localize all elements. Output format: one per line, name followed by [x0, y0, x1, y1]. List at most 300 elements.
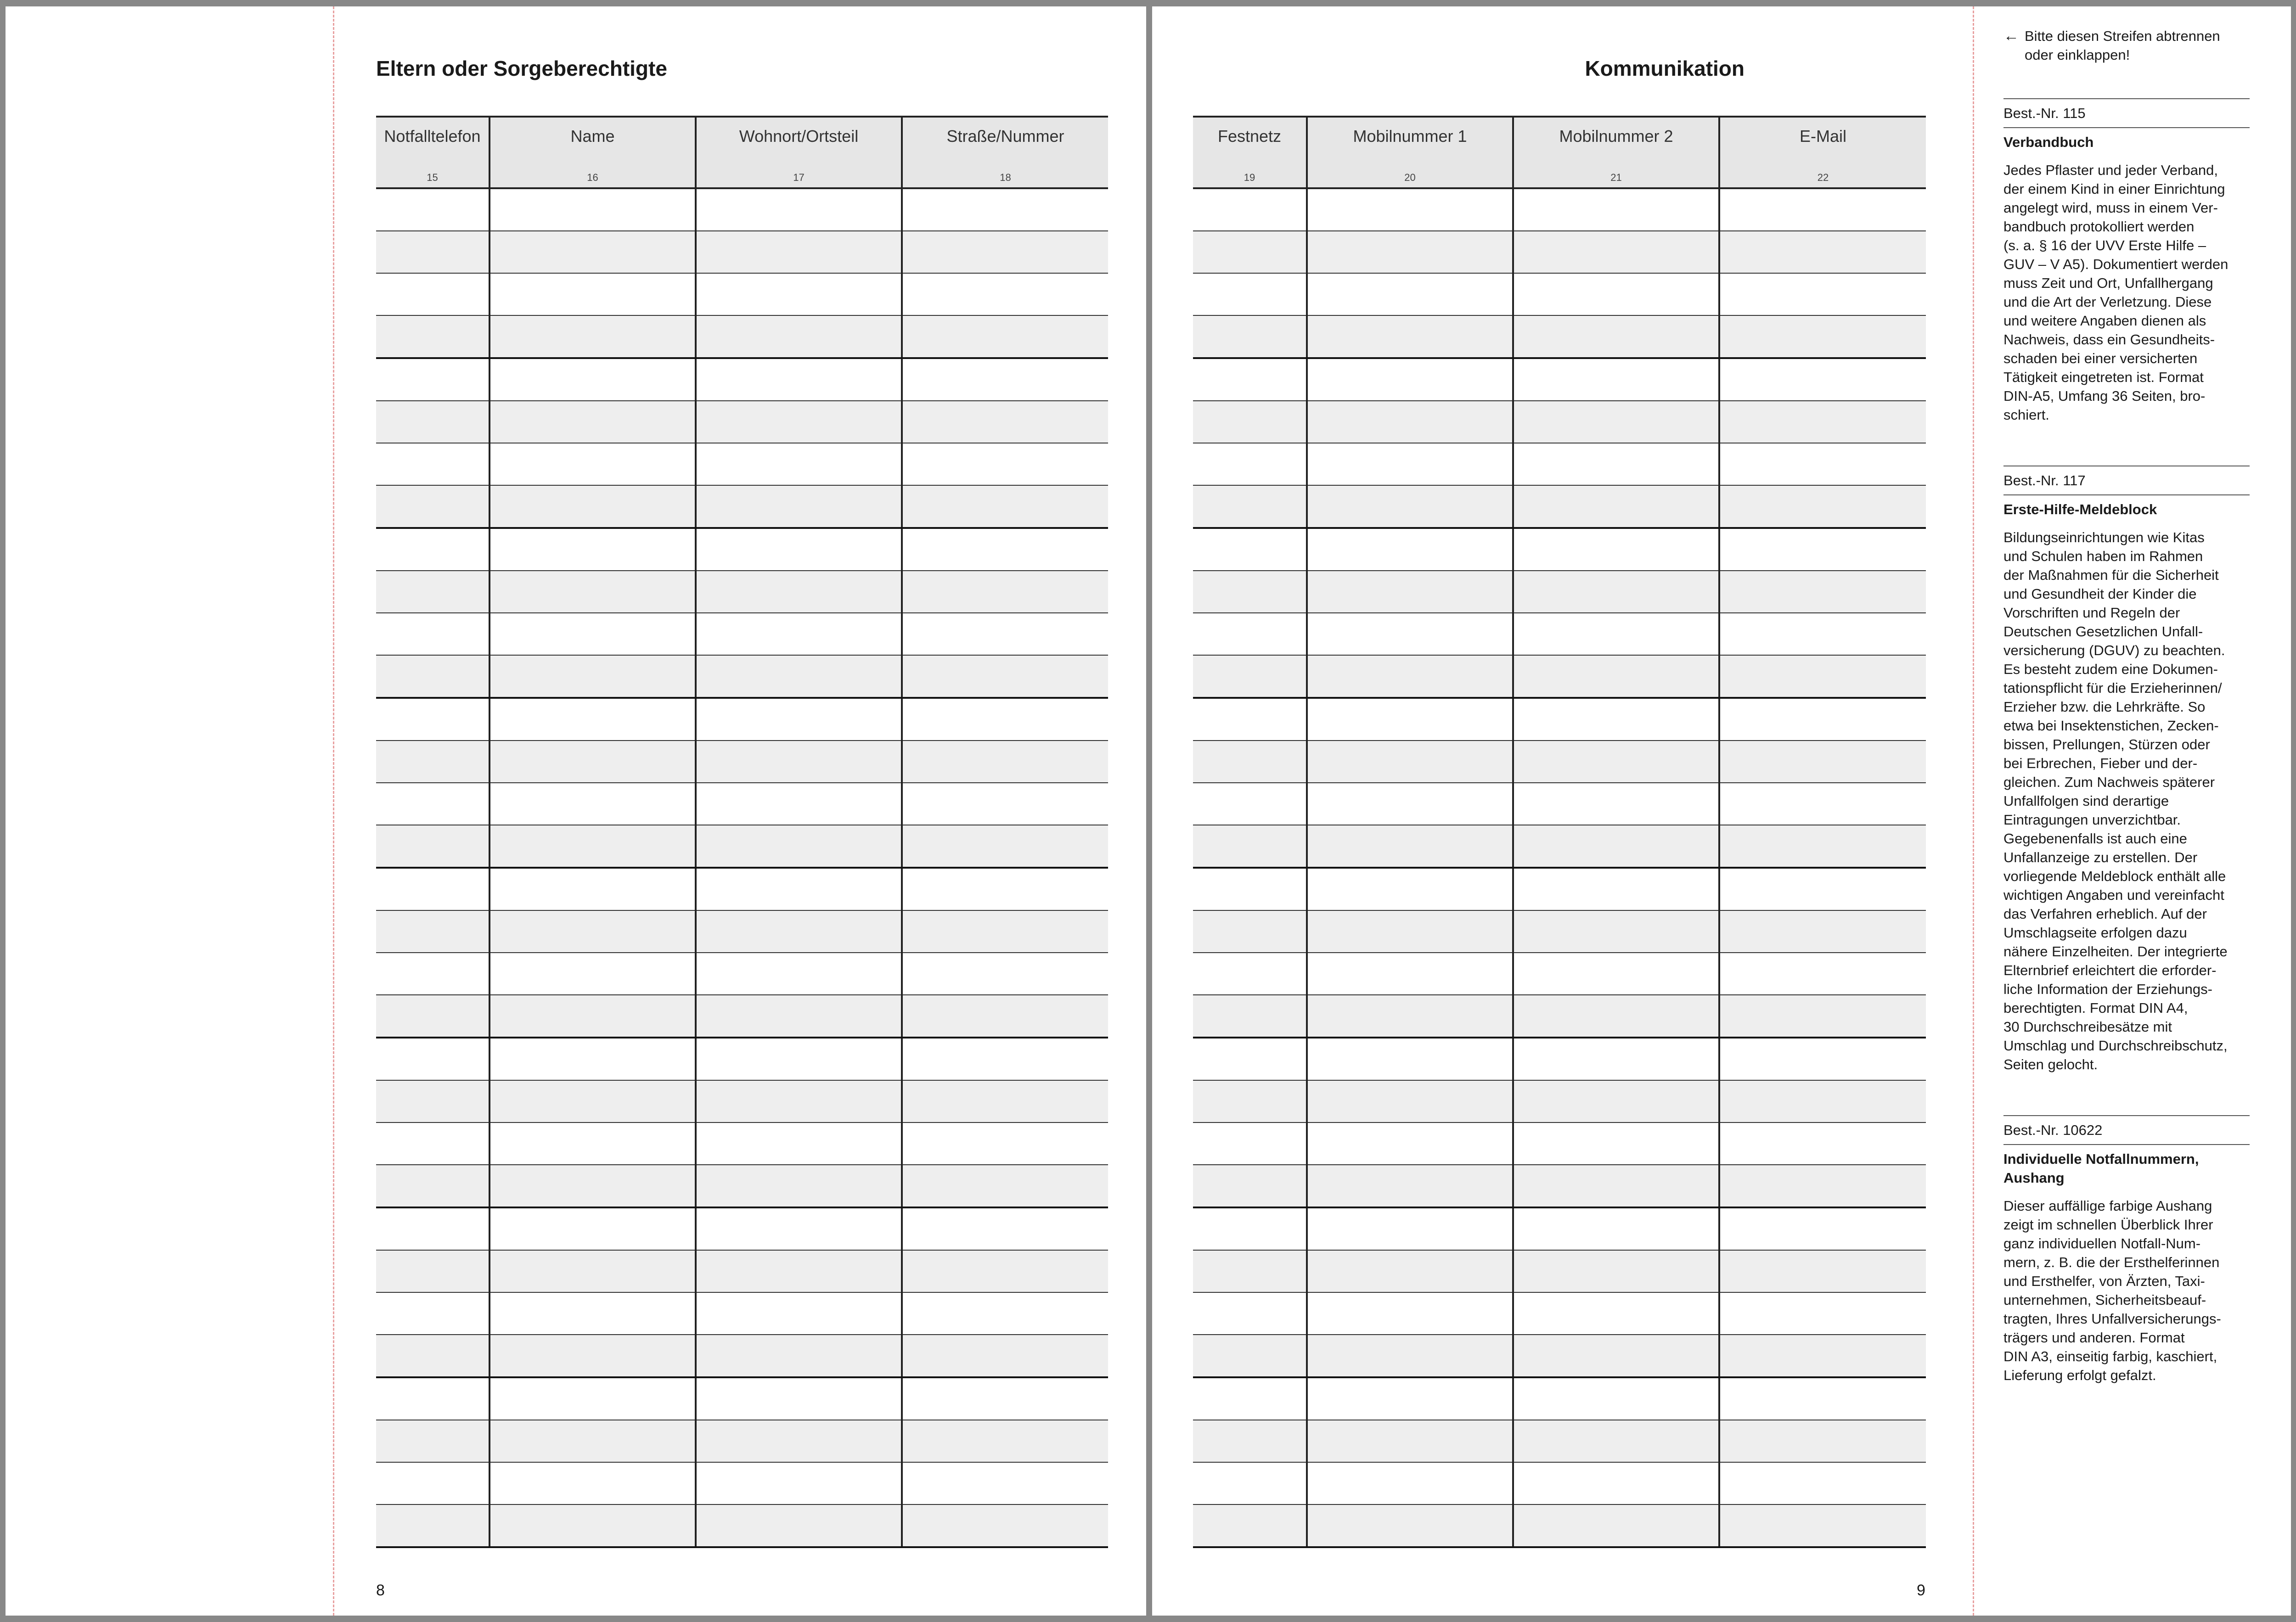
table-row [376, 443, 1108, 485]
table-cell [1719, 1462, 1926, 1504]
fold-line [1973, 6, 1974, 1616]
table-cell [902, 1165, 1108, 1207]
table-cell [1513, 1504, 1719, 1547]
table-cell [1513, 571, 1719, 613]
table-cell [376, 1335, 490, 1377]
column-header-strasse [902, 117, 1108, 188]
table-cell [902, 868, 1108, 910]
table-cell [1307, 528, 1513, 571]
table-cell [696, 1335, 902, 1377]
table-cell [1513, 1420, 1719, 1462]
table-cell [1513, 741, 1719, 783]
product-10622 [2003, 1115, 2250, 1385]
table-cell [1513, 1335, 1719, 1377]
table-cell [902, 1122, 1108, 1165]
table-cell [490, 1122, 696, 1165]
table-cell [376, 571, 490, 613]
table-row [376, 1292, 1108, 1335]
table-cell [1513, 1462, 1719, 1504]
table-cell [490, 1504, 696, 1547]
table-row [1193, 1038, 1926, 1080]
table-cell [490, 273, 696, 315]
table-cell [376, 528, 490, 571]
table-cell [376, 1038, 490, 1080]
table-row [376, 1462, 1108, 1504]
table-cell [376, 1080, 490, 1122]
table-cell [490, 1420, 696, 1462]
product-description: Dieser auffällige farbige Aushang zeigt im schnellen Überblick Ihrer ganz individuellen Notfall-Num- mern, z. B. die der Ersthelferinnen und Ersthelfer, von Ärzten, Taxi- unternehmen, Sicherheitsbeauf- tragten, Ihres Unfallversicherungs- trägers und anderen. Format DIN A3, einseitig farbig, kaschiert, Lieferung erfolgt gefalzt. [2003, 1198, 2221, 1383]
table-cell [902, 1420, 1108, 1462]
table-cell [1193, 995, 1307, 1038]
table-cell [1193, 188, 1307, 231]
table-cell [490, 1377, 696, 1420]
table-cell [1307, 825, 1513, 868]
table-cell [1193, 655, 1307, 698]
table-cell [1513, 315, 1719, 358]
table-cell [1193, 1250, 1307, 1292]
table-row [376, 358, 1108, 401]
table-cell [1193, 698, 1307, 741]
table-cell [1307, 741, 1513, 783]
table-cell [1719, 231, 1926, 273]
table-cell [902, 655, 1108, 698]
table-cell [902, 613, 1108, 655]
table-cell [376, 1504, 490, 1547]
table-cell [902, 1038, 1108, 1080]
table-cell [1193, 401, 1307, 443]
table-cell [376, 1165, 490, 1207]
table-row [1193, 953, 1926, 995]
table-cell [376, 655, 490, 698]
table-cell [1513, 1377, 1719, 1420]
table-cell [1307, 1462, 1513, 1504]
table-cell [1719, 783, 1926, 825]
table-row [1193, 1504, 1926, 1547]
table-cell [490, 783, 696, 825]
table-cell [902, 231, 1108, 273]
table-cell [1719, 1335, 1926, 1377]
table-row [376, 528, 1108, 571]
table-cell [696, 1250, 902, 1292]
table-cell [490, 1080, 696, 1122]
table-cell [902, 910, 1108, 953]
table-row [376, 1504, 1108, 1547]
table-cell [696, 1462, 902, 1504]
table-cell [490, 655, 696, 698]
table-cell [1193, 613, 1307, 655]
table-body [376, 188, 1108, 1547]
table-cell [1513, 485, 1719, 528]
column-number: 19 [1244, 172, 1255, 183]
table-cell [490, 1292, 696, 1335]
table-cell [902, 1504, 1108, 1547]
table-cell [490, 485, 696, 528]
table-cell [1307, 783, 1513, 825]
table-cell [1307, 1250, 1513, 1292]
table-cell [696, 825, 902, 868]
table-cell [696, 1504, 902, 1547]
table-cell [490, 443, 696, 485]
table-cell [1307, 485, 1513, 528]
table-cell [1307, 315, 1513, 358]
table-body [1193, 188, 1926, 1547]
table-row [1193, 273, 1926, 315]
table-cell [1193, 1207, 1307, 1250]
table-cell [902, 315, 1108, 358]
table-cell [1307, 910, 1513, 953]
table-cell [1307, 571, 1513, 613]
page-title: Eltern oder Sorgeberechtigte [376, 56, 667, 80]
table-cell [696, 1292, 902, 1335]
page-number: 9 [1917, 1582, 1925, 1599]
table-row [1193, 825, 1926, 868]
table-cell [376, 1462, 490, 1504]
table-cell [1719, 995, 1926, 1038]
table-cell [1307, 1207, 1513, 1250]
table-cell [902, 401, 1108, 443]
table-cell [1719, 655, 1926, 698]
table-cell [490, 868, 696, 910]
table-cell [1719, 825, 1926, 868]
table-cell [376, 1292, 490, 1335]
table-cell [376, 1207, 490, 1250]
table-cell [1193, 231, 1307, 273]
table-cell [1513, 783, 1719, 825]
table-cell [1193, 273, 1307, 315]
table-cell [490, 401, 696, 443]
table-cell [376, 231, 490, 273]
table-cell [1513, 613, 1719, 655]
table-cell [696, 1080, 902, 1122]
table-row [1193, 868, 1926, 910]
table-cell [376, 953, 490, 995]
table-row [376, 910, 1108, 953]
table-cell [1719, 741, 1926, 783]
column-number: 20 [1404, 172, 1416, 183]
column-label: Mobilnummer 2 [1559, 127, 1673, 146]
table-row [376, 1122, 1108, 1165]
table-row [1193, 358, 1926, 401]
table-cell [1193, 1080, 1307, 1122]
table-cell [1193, 783, 1307, 825]
header-row [1193, 117, 1926, 188]
table-row [1193, 1420, 1926, 1462]
table-cell [1513, 868, 1719, 910]
table-cell [1307, 1335, 1513, 1377]
table-cell [1513, 401, 1719, 443]
table-cell [1513, 231, 1719, 273]
table-cell [1307, 995, 1513, 1038]
table-row [376, 1420, 1108, 1462]
table-row [1193, 188, 1926, 231]
table-row [376, 741, 1108, 783]
page-number: 8 [376, 1582, 385, 1599]
column-label: Straße/Nummer [946, 127, 1064, 146]
table-cell [490, 953, 696, 995]
table-cell [1307, 655, 1513, 698]
table-cell [1307, 1420, 1513, 1462]
table-row [376, 995, 1108, 1038]
table-row [376, 1250, 1108, 1292]
table-cell [1513, 1207, 1719, 1250]
table-cell [1719, 698, 1926, 741]
table-row [376, 1335, 1108, 1377]
table-row [376, 613, 1108, 655]
table-row [1193, 1250, 1926, 1292]
table-cell [376, 698, 490, 741]
column-label: Mobilnummer 1 [1353, 127, 1467, 146]
table-row [1193, 485, 1926, 528]
table-cell [1513, 358, 1719, 401]
table-cell [1307, 1122, 1513, 1165]
table-cell [376, 485, 490, 528]
table-cell [1719, 358, 1926, 401]
table-row [376, 868, 1108, 910]
column-number: 16 [587, 172, 598, 183]
table-cell [376, 1420, 490, 1462]
table-cell [1193, 485, 1307, 528]
table-row [1193, 231, 1926, 273]
column-label: Wohnort/Ortsteil [739, 127, 859, 146]
table-row [1193, 783, 1926, 825]
table-cell [902, 1377, 1108, 1420]
column-label: Name [570, 127, 615, 146]
table-cell [902, 783, 1108, 825]
table-cell [696, 315, 902, 358]
table-cell [376, 315, 490, 358]
table-cell [902, 443, 1108, 485]
product-title: Verbandbuch [2003, 134, 2094, 150]
page-title: Kommunikation [1585, 56, 1745, 80]
table-cell [376, 783, 490, 825]
communication-table [1193, 116, 1926, 1548]
table-cell [1193, 910, 1307, 953]
table-cell [490, 188, 696, 231]
table-row [1193, 443, 1926, 485]
table-cell [1719, 1504, 1926, 1547]
table-cell [902, 571, 1108, 613]
table-cell [696, 741, 902, 783]
table-cell [1513, 655, 1719, 698]
table-cell [1307, 1377, 1513, 1420]
table-cell [1307, 698, 1513, 741]
table-cell [1513, 1250, 1719, 1292]
table-cell [1513, 698, 1719, 741]
table-cell [1719, 401, 1926, 443]
table-cell [1307, 1165, 1513, 1207]
table-row [1193, 1080, 1926, 1122]
table-cell [1719, 1122, 1926, 1165]
table-row [1193, 571, 1926, 613]
table-row [376, 655, 1108, 698]
table-cell [696, 571, 902, 613]
left-page [6, 6, 1146, 1616]
table-cell [376, 401, 490, 443]
table-row [1193, 401, 1926, 443]
table-cell [696, 613, 902, 655]
strip-note [2003, 27, 2250, 64]
table-cell [1193, 953, 1307, 995]
table-cell [376, 613, 490, 655]
table-cell [1719, 485, 1926, 528]
table-cell [376, 995, 490, 1038]
column-number: 17 [793, 172, 805, 183]
table-row [376, 1165, 1108, 1207]
column-number: 22 [1817, 172, 1829, 183]
table-cell [696, 1038, 902, 1080]
table-cell [1193, 741, 1307, 783]
table-cell [902, 825, 1108, 868]
table-cell [696, 188, 902, 231]
table-cell [1193, 868, 1307, 910]
table-cell [1719, 1207, 1926, 1250]
table-row [1193, 1165, 1926, 1207]
table-cell [1513, 1038, 1719, 1080]
table-row [1193, 528, 1926, 571]
table-cell [696, 528, 902, 571]
table-cell [490, 741, 696, 783]
table-cell [1513, 953, 1719, 995]
table-cell [1719, 188, 1926, 231]
column-header-wohnort [696, 117, 902, 188]
table-cell [1193, 1335, 1307, 1377]
table-row [1193, 1122, 1926, 1165]
table-cell [696, 995, 902, 1038]
table-cell [1307, 1504, 1513, 1547]
table-cell [376, 741, 490, 783]
table-cell [1307, 1292, 1513, 1335]
table-cell [490, 1250, 696, 1292]
table-cell [696, 443, 902, 485]
table-cell [696, 868, 902, 910]
table-cell [1719, 910, 1926, 953]
table-cell [1307, 953, 1513, 995]
product-115 [2003, 98, 2250, 424]
table-row [376, 1038, 1108, 1080]
column-header-notfalltelefon [376, 117, 490, 188]
table-cell [1719, 868, 1926, 910]
table-cell [490, 1165, 696, 1207]
table-cell [1719, 1038, 1926, 1080]
table-cell [490, 1335, 696, 1377]
table-row [1193, 613, 1926, 655]
table-row [1193, 910, 1926, 953]
table-cell [490, 995, 696, 1038]
table-row [376, 188, 1108, 231]
table-cell [1719, 613, 1926, 655]
table-cell [696, 1165, 902, 1207]
product-title: Erste-Hilfe-Meldeblock [2003, 501, 2157, 517]
column-header-name [490, 117, 696, 188]
table-row [376, 1377, 1108, 1420]
table-row [1193, 995, 1926, 1038]
column-header-mobil-2 [1513, 117, 1719, 188]
table-cell [1193, 1377, 1307, 1420]
table-cell [1719, 1080, 1926, 1122]
table-cell [696, 698, 902, 741]
table-cell [1193, 1504, 1307, 1547]
table-row [1193, 1335, 1926, 1377]
table-cell [902, 698, 1108, 741]
table-cell [1193, 1292, 1307, 1335]
table-cell [902, 1335, 1108, 1377]
column-label: E-Mail [1799, 127, 1846, 146]
table-cell [1719, 1165, 1926, 1207]
column-label: Festnetz [1217, 127, 1282, 146]
table-cell [1719, 315, 1926, 358]
table-cell [1719, 953, 1926, 995]
table-cell [1513, 1292, 1719, 1335]
table-cell [1719, 571, 1926, 613]
table-cell [696, 1207, 902, 1250]
column-header-mobil-1 [1307, 117, 1513, 188]
table-cell [1193, 1420, 1307, 1462]
table-cell [1307, 868, 1513, 910]
table-row [376, 698, 1108, 741]
table-row [376, 1080, 1108, 1122]
table-cell [1513, 1080, 1719, 1122]
table-cell [490, 698, 696, 741]
table-cell [1719, 1250, 1926, 1292]
table-cell [376, 188, 490, 231]
table-cell [376, 910, 490, 953]
table-cell [1193, 1038, 1307, 1080]
table-row [1193, 1462, 1926, 1504]
product-number: Best.-Nr. 117 [2003, 471, 2250, 495]
table-cell [696, 953, 902, 995]
table-cell [490, 315, 696, 358]
table-cell [696, 273, 902, 315]
table-cell [1719, 1420, 1926, 1462]
table-cell [1307, 231, 1513, 273]
table-cell [1307, 358, 1513, 401]
product-number: Best.-Nr. 10622 [2003, 1121, 2250, 1145]
table-row [376, 825, 1108, 868]
table-cell [1193, 443, 1307, 485]
table-cell [376, 358, 490, 401]
table-cell [696, 401, 902, 443]
table-cell [1193, 1165, 1307, 1207]
table-cell [490, 571, 696, 613]
table-cell [696, 910, 902, 953]
table-cell [1193, 571, 1307, 613]
table-cell [490, 1038, 696, 1080]
table-cell [1719, 1377, 1926, 1420]
tear-off-strip [2003, 27, 2250, 1426]
table-cell [1513, 1122, 1719, 1165]
table-row [1193, 1207, 1926, 1250]
table-row [1193, 698, 1926, 741]
table-cell [1513, 910, 1719, 953]
table-row [1193, 315, 1926, 358]
table-cell [902, 358, 1108, 401]
table-cell [376, 273, 490, 315]
table-cell [490, 1207, 696, 1250]
table-cell [490, 825, 696, 868]
table-cell [490, 1462, 696, 1504]
table-cell [696, 1377, 902, 1420]
header-row [376, 117, 1108, 188]
table-cell [1513, 188, 1719, 231]
table-cell [1193, 1462, 1307, 1504]
table-cell [902, 995, 1108, 1038]
product-number: Best.-Nr. 115 [2003, 104, 2250, 128]
table-cell [696, 485, 902, 528]
table-row [376, 571, 1108, 613]
table-cell [1513, 528, 1719, 571]
column-number: 18 [1000, 172, 1011, 183]
table-row [1193, 655, 1926, 698]
